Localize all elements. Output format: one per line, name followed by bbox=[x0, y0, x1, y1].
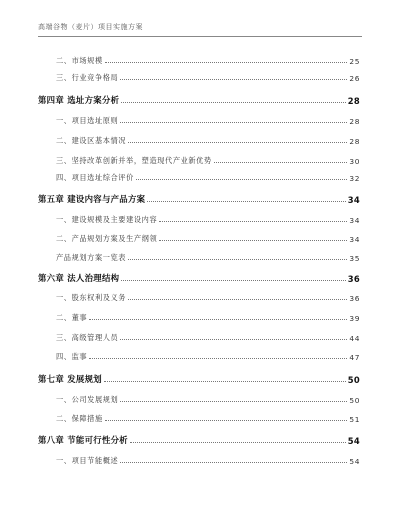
toc-section-entry bbox=[38, 253, 360, 263]
toc-entry-page-number: 32 bbox=[349, 174, 360, 183]
dot-leader bbox=[120, 401, 347, 402]
dot-leader bbox=[120, 122, 347, 123]
toc-entry-title: 第七章 发展规划 bbox=[38, 374, 102, 384]
toc-section-entry bbox=[38, 456, 360, 466]
toc-entry-title: 第八章 节能可行性分析 bbox=[38, 435, 128, 445]
toc-entry-page-number: 34 bbox=[349, 235, 360, 244]
dot-leader bbox=[120, 462, 347, 463]
toc-entry-page-number: 39 bbox=[349, 314, 360, 323]
toc-entry-title: 一、项目选址原则 bbox=[56, 116, 119, 125]
toc-entry-page-number: 28 bbox=[349, 117, 360, 126]
toc-section-entry bbox=[38, 395, 360, 405]
toc-entry-title: 四、监事 bbox=[56, 352, 88, 361]
toc-section-entry bbox=[38, 136, 360, 146]
toc-entry-page-number: 36 bbox=[349, 294, 360, 303]
dot-leader bbox=[121, 280, 345, 281]
toc-entry-title: 二、产品规划方案及生产纲领 bbox=[56, 234, 158, 243]
toc-entry-page-number: 25 bbox=[349, 57, 360, 66]
toc-entry-title: 三、坚持改革创新并举，塑造现代产业新优势 bbox=[56, 156, 212, 165]
toc-entry-page-number: 30 bbox=[349, 157, 360, 166]
toc-entry-page-number: 36 bbox=[347, 274, 360, 284]
toc-entry-page-number: 34 bbox=[347, 195, 360, 205]
toc-entry-title: 一、公司发展规划 bbox=[56, 395, 119, 404]
toc-section-entry bbox=[38, 333, 360, 343]
toc-entry-page-number: 28 bbox=[347, 96, 360, 106]
page-header: 高端谷物（麦片）项目实施方案 bbox=[38, 22, 362, 37]
dot-leader bbox=[105, 420, 348, 421]
toc-section-entry bbox=[38, 313, 360, 323]
toc-entry-page-number: 44 bbox=[349, 334, 360, 343]
dot-leader bbox=[120, 339, 347, 340]
dot-leader bbox=[128, 299, 347, 300]
toc-chapter-entry bbox=[38, 193, 360, 205]
toc-section-entry bbox=[38, 156, 360, 166]
toc-entry-page-number: 50 bbox=[347, 375, 360, 385]
toc-entry-page-number: 28 bbox=[349, 137, 360, 146]
toc-entry-title: 三、行业竞争格局 bbox=[56, 73, 119, 82]
dot-leader bbox=[130, 442, 346, 443]
toc-entry-page-number: 26 bbox=[349, 74, 360, 83]
toc-entry-title: 二、董事 bbox=[56, 313, 88, 322]
dot-leader bbox=[128, 142, 347, 143]
dot-leader bbox=[128, 259, 347, 260]
toc-entry-title: 三、高级管理人员 bbox=[56, 333, 119, 342]
toc-entry-title: 产品规划方案一览表 bbox=[56, 253, 127, 262]
toc-entry-title: 一、建设规模及主要建设内容 bbox=[56, 215, 158, 224]
toc-entry-title: 一、项目节能概述 bbox=[56, 456, 119, 465]
toc-entry-title: 二、市场规模 bbox=[56, 56, 103, 65]
toc-section-entry bbox=[38, 116, 360, 126]
toc-section-entry bbox=[38, 293, 360, 303]
toc-section-entry bbox=[38, 173, 360, 183]
toc-entry-page-number: 54 bbox=[347, 436, 360, 446]
toc-entry-page-number: 54 bbox=[349, 457, 360, 466]
toc-entry-page-number: 47 bbox=[349, 353, 360, 362]
toc-chapter-entry bbox=[38, 272, 360, 284]
dot-leader bbox=[159, 240, 347, 241]
toc-section-entry bbox=[38, 414, 360, 424]
dot-leader bbox=[159, 221, 347, 222]
toc-entry-title: 二、建设区基本情况 bbox=[56, 136, 127, 145]
toc-section-entry bbox=[38, 73, 360, 83]
toc-entry-title: 第六章 法人治理结构 bbox=[38, 273, 120, 283]
toc-chapter-entry bbox=[38, 373, 360, 385]
toc-entry-title: 第五章 建设内容与产品方案 bbox=[38, 194, 146, 204]
toc-section-entry bbox=[38, 215, 360, 225]
toc-entry-page-number: 50 bbox=[349, 396, 360, 405]
toc-entry-title: 第四章 选址方案分析 bbox=[38, 95, 120, 105]
toc-section-entry bbox=[38, 234, 360, 244]
toc-entry-page-number: 51 bbox=[349, 415, 360, 424]
toc-entry-page-number: 34 bbox=[349, 216, 360, 225]
dot-leader bbox=[121, 102, 345, 103]
toc-chapter-entry bbox=[38, 94, 360, 106]
toc-chapter-entry bbox=[38, 434, 360, 446]
dot-leader bbox=[147, 201, 345, 202]
dot-leader bbox=[214, 162, 348, 163]
dot-leader bbox=[120, 79, 347, 80]
toc-section-entry bbox=[38, 352, 360, 362]
dot-leader bbox=[105, 62, 348, 63]
toc-entry-page-number: 35 bbox=[349, 254, 360, 263]
dot-leader bbox=[136, 179, 348, 180]
toc-section-entry bbox=[38, 56, 360, 66]
toc-entry-title: 四、项目选址综合评价 bbox=[56, 173, 134, 182]
dot-leader bbox=[104, 381, 346, 382]
dot-leader bbox=[89, 319, 347, 320]
dot-leader bbox=[89, 358, 347, 359]
toc-entry-title: 二、保障措施 bbox=[56, 414, 103, 423]
toc-entry-title: 一、股东权利及义务 bbox=[56, 293, 127, 302]
